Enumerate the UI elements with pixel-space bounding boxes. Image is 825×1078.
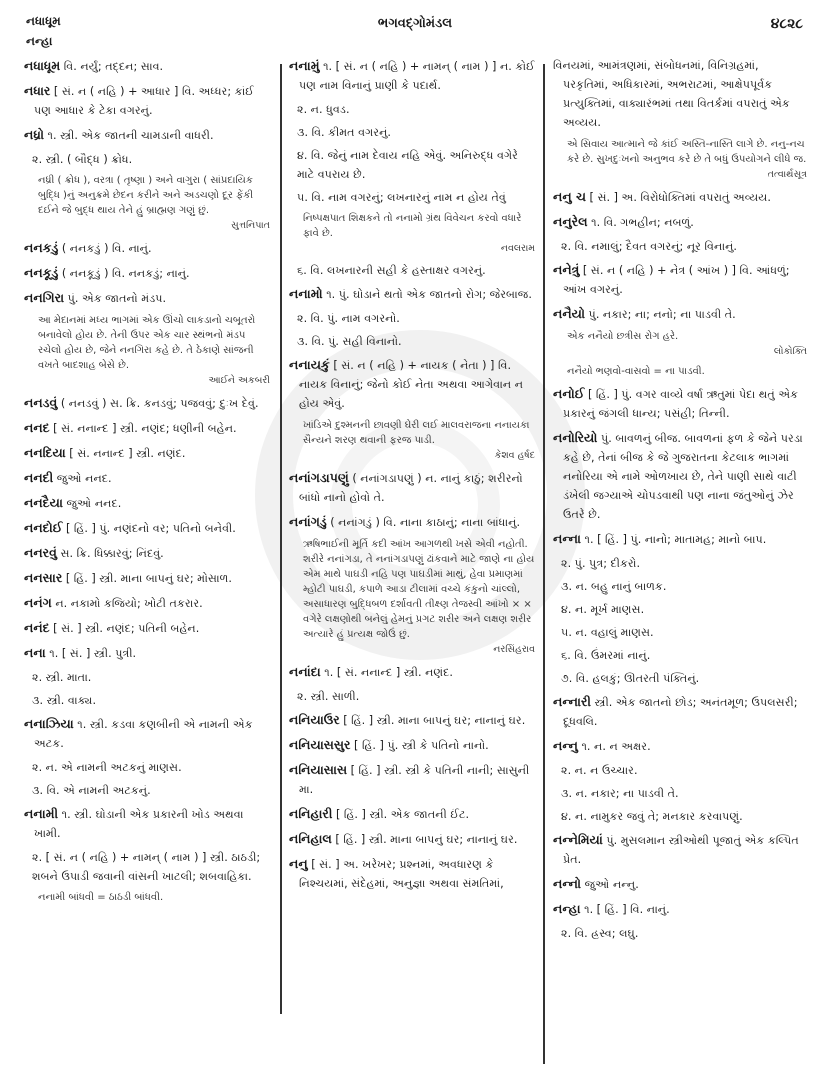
dictionary-entry (24, 493, 270, 513)
dictionary-entry (289, 468, 535, 507)
citation (38, 313, 270, 388)
sense: ૨. પું. પુત્ર; દીકરો. (561, 557, 641, 570)
dictionary-entry (24, 468, 270, 488)
headword: નનદ (24, 420, 50, 435)
dictionary-entry (553, 830, 807, 869)
headword: નનિહાલ (289, 831, 332, 846)
definition: [ હિં. ] સ્ત્રી. માના બાપનું ઘર; નાનાનું ઘર. (339, 714, 526, 727)
dictionary-entry (289, 829, 535, 849)
dictionary-entry (289, 854, 535, 893)
dictionary-entry (553, 874, 807, 894)
dictionary-entry (553, 899, 807, 919)
dictionary-entry (553, 187, 807, 207)
definition: પું. બાવળનું બીજ. બાવળનાં ફળ કે જેને પરડા કહે છે, તેનાં બીજ કે જે ગુજરાતના કેટલાક ભાગમાં નનોરિયા એ નામે ઓળખાય છે, તેને પાણી સાથે વાટી ડંખેલી જગ્યાએ ચોપડવાથી પણ નાના જંતુઓનું ઝેર ઉતરે છે. (563, 432, 803, 521)
headword: નન્નેમિયાં (553, 832, 603, 847)
column-3 (553, 56, 807, 947)
headword: નનંગ (24, 595, 52, 610)
sense: ૨. સ્ત્રી. માતા. (32, 671, 92, 684)
headword: નનિયાસસુર (289, 737, 351, 752)
column-1 (24, 56, 270, 910)
headword: નધાર (24, 83, 51, 98)
definition: ૧. સ્ત્રી. કડવા કણબીની એ નામની એક અટક. (34, 718, 253, 750)
sense: ૬. વિ. લખનારની સહી કે હસ્તાક્ષર વગરનું. (297, 264, 486, 277)
citation-source: તત્વાર્થસૂત્ર (767, 169, 807, 180)
headword: નનકૂડું (24, 265, 59, 280)
headword: નનુ ચ (553, 189, 586, 204)
sense: ૨. ન. એ નામની અટકનું માણસ. (32, 761, 182, 774)
sense: ૩. ન. બહુ નાનું બાળક. (561, 580, 667, 593)
dictionary-entry (553, 529, 807, 549)
sense: ૩. વિ. પું. સહી વિનાનો. (297, 335, 402, 348)
headword: નનામી (24, 806, 59, 821)
headword: નનંદ (24, 620, 50, 635)
dictionary-entry (24, 288, 270, 308)
definition: ૧. વિ. ગભહીન; નબળું. (587, 216, 694, 229)
citation (303, 418, 535, 463)
dictionary-entry (289, 56, 535, 95)
dictionary-entry (553, 304, 807, 324)
dictionary-entry (24, 238, 270, 258)
column-2 (289, 56, 535, 898)
citation (567, 137, 807, 182)
definition: [ સં. ન ( નહિ ) + આધાર ] વિ. અધ્ધર; કાંઈ પણ આધાર કે ટેકા વગરનું. (34, 85, 254, 117)
definition: ( નનડવું ) સ. ક્રિ. કનડવું; પજવવું; દુઃખ દેવું. (57, 397, 259, 410)
citation-text: એક નનૈયો છત્રીસ રોગ હરે. (567, 331, 679, 342)
sense: ૭. વિ. હલકું; ઊતરતી પંક્તિનું. (561, 672, 700, 685)
dictionary-entry (24, 568, 270, 588)
citation-text: એ સિવાય આત્માને જે કાંઈ અસ્તિ-નાસ્તિ લાગે છે. નનુ-નચ કરે છે. સુખદુઃખનો અનુભવ કરે છે તે બધું ઉપયોગને લીધે જ. (567, 139, 807, 165)
guide-word-last: નન્હા (26, 34, 53, 48)
headword: નન્ના (553, 531, 581, 546)
citation (38, 173, 270, 233)
definition: ૧. [ સં. ] સ્ત્રી. પુત્રી. (45, 647, 137, 660)
definition: [ હિં. ] સ્ત્રી. માના બાપનું ઘર; મોસાળ. (62, 572, 232, 585)
definition: [ સં. નનાન્દ ] સ્ત્રી. નણંદ. (65, 447, 186, 460)
headword: નનાઝિયા (24, 716, 74, 731)
sense: ૪. ન. મૂર્ખ માણસ. (561, 603, 645, 616)
headword: નનાંદા (289, 664, 321, 679)
sense: ૨. સ્ત્રી. સાળી. (297, 690, 360, 703)
headword: નન્હા (553, 901, 581, 916)
headword: નન્નારી (553, 694, 591, 709)
definition: ૧. [ સં. ન ( નહિ ) + નામન્ ( નામ ) ] ન. કોઈ પણ નામ વિનાનું પ્રાણી કે પદાર્થ. (299, 60, 535, 92)
dictionary-entry (289, 760, 535, 799)
dictionary-entry (24, 543, 270, 563)
citation (567, 329, 807, 359)
definition: ન. નકામો કજિયો; ખોટી તકરાર. (51, 597, 203, 610)
dictionary-entry (24, 393, 270, 413)
citation-source: લોકોક્તિ (773, 346, 807, 357)
headword: નધાધૂમ (24, 58, 61, 73)
citation-source: નવલરામ (500, 243, 535, 254)
definition: પું. નકાર; ના; નનો; ના પાડવી તે. (585, 308, 736, 321)
headword: નનિહારી (289, 806, 333, 821)
headword: નન્નો (553, 876, 582, 891)
headword: નધ્રો (24, 127, 44, 142)
citation-text: નધ્રી ( ક્રોધ ), વરત્રા ( તૃષ્ણા ) અને વાગુરા ( સાંપ્રદાયિક બુદ્ધિ )નું અનુક્રમે છેદન કરીને અને અડચણો દૂર ફેંકી દઈને જે બુદ્ધ થાય તેને હું બ્રાહ્મણ ગણું છું. (38, 175, 254, 216)
dictionary-entry (24, 714, 270, 753)
dictionary-entry (553, 428, 807, 524)
definition: ( નનાંગડાપણું ) ન. નાનું કાઠું; શરીરનો બાંધો નાનો હોવો તે. (299, 472, 523, 504)
definition: ૧. ન. ન અક્ષર. (577, 740, 651, 753)
headword: નનાંગડાપણું (289, 470, 349, 485)
headword: નનગિરા (24, 290, 65, 305)
headword: નનુરેલ (553, 214, 588, 229)
headword: નનેત્રું (553, 262, 580, 277)
dictionary-entry (24, 593, 270, 613)
sense: ૪. વિ. જેનું નામ દેવાય નહિ એવું. અનિરુદ્ધ વગેરે માટે વપરાય છે. (297, 149, 518, 181)
headword: નનસાર (24, 570, 63, 585)
definition: ( નનકડું ) વિ. નાનું. (58, 242, 152, 255)
dictionary-entry (553, 260, 807, 299)
definition: ૧. સ્ત્રી. ઘોડાની એક પ્રકારની ખોડ અથવા ખામી. (34, 808, 244, 840)
sense: ૩. વિ. એ નામની અટકનું. (32, 784, 151, 797)
sense: ૪. ન. નામુકર જવું તે; મનકાર કરવાપણું. (561, 810, 743, 823)
headword: નનાંગડું (289, 514, 327, 529)
dictionary-entry (24, 56, 270, 76)
definition: ૧. સ્ત્રી. એક જાતની ચામડાની વાધરી. (43, 129, 214, 142)
dictionary-entry (553, 692, 807, 731)
dictionary-entry (24, 125, 270, 145)
sense: ૨. વિ. પું. નામ વગરનો. (297, 312, 400, 325)
dictionary-entry (553, 384, 807, 423)
headword: નનામું (289, 58, 320, 73)
guide-word-first: નધાધૂમ (26, 14, 61, 28)
sense: ૨. વિ. હ્રસ્વ; લઘુ. (561, 927, 639, 940)
headword: નનદિયા (24, 445, 66, 460)
column-divider (280, 64, 282, 1014)
definition: [ સં. ન ( નહિ ) + નાયક ( નેતા ) ] વિ. નાયક વિનાનું; જેનો કોઈ નેતા અથવા આગેવાન ન હોય એવું. (299, 359, 524, 410)
sense: ૩. વિ. કીમત વગરનું. (297, 126, 391, 139)
sense: ૨. ન. ધુવડ. (297, 103, 350, 116)
dictionary-entry (24, 263, 270, 283)
citation-text: આ મેદાનમાં મધ્ય ભાગમાં એક ઊંચો લાકડાનો ચબૂતરો બનાવેલો હોય છે. તેની ઉપર એક ચાર સ્થંભનો મંડપ રચેલો હોય છે, જેને નનગિરા કહે છે. તે ઠેકાણે સાંજની વખતે બાદશાહ બેસે છે. (38, 315, 256, 371)
dictionary-entry (289, 512, 535, 532)
headword: નનકડું (24, 240, 59, 255)
dictionary-entry (553, 736, 807, 756)
citation (303, 537, 535, 657)
headword: નનિયાસાસ (289, 762, 348, 777)
citation-text: ખાંડિએ દુશ્મનની છાવણી ઘેરી લઈ માલવરાજના નનાયકા સૈન્યને શરણ થવાની ફરજ પાડી. (303, 420, 530, 446)
definition: સ. ક્રિ. ધિક્કારવું; નિંદવું. (56, 547, 164, 560)
sense: ૨. ન. ન ઉચ્ચાર. (561, 764, 638, 777)
definition: [ સં. ન ( નહિ ) + નેત્ર ( આંખ ) ] વિ. આંધળું; આંખ વગરનું. (563, 264, 790, 296)
dictionary-entry (289, 735, 535, 755)
dictionary-entry (289, 710, 535, 730)
dictionary-entry (24, 418, 270, 438)
sense: ૩. ન. નકાર; ના પાડવી તે. (561, 787, 679, 800)
dictionary-entry (289, 804, 535, 824)
citation-source: કેશવ હર્ષદ (494, 450, 535, 461)
definition: જુઓ નન્નુ. (581, 878, 639, 891)
definition: [ હિં. ] સ્ત્રી. માના બાપનું ઘર; નાનાનું ઘર. (331, 833, 518, 846)
headword: નનુ (289, 856, 308, 871)
definition: ૧. પું. ઘોડાને થતો એક જાતનો રોગ; જેરબાજ. (322, 288, 532, 301)
dictionary-entry (24, 643, 270, 663)
definition: [ હિં. ] પું. નણંદનો વર; પતિનો બનેવી. (62, 522, 236, 535)
citation-source: નરસિંહરાવ (493, 644, 535, 655)
definition: [ હિં. ] પું. વગર વાવ્યે વર્ષા ઋતુમાં પેદા થતું એક પ્રકારનું જંગલી ધાન્ય; પસંહી; તિન્ની. (563, 388, 799, 420)
definition: [ સં. ] અ. વિરોધોક્તિમાં વપરાતું અવ્યય. (585, 191, 771, 204)
definition: ( નનકૂડું ) વિ. નનકડું; નાનું. (58, 267, 190, 280)
definition: વિ. નર્યું; તદ્દન; સાવ. (60, 60, 164, 73)
definition: પું. મુસલમાન સ્ત્રીઓથી પૂજાતું એક કલ્પિત પ્રેત. (563, 834, 799, 866)
dictionary-entry (289, 355, 535, 413)
headword: નનદોઈ (24, 520, 63, 535)
sense: ૫. ન. વહાલું માણસ. (561, 626, 654, 639)
headword: નનિયાઉર (289, 712, 340, 727)
headword: નનડવું (24, 395, 58, 410)
definition: [ હિં. ] સ્ત્રી. એક જાતની ઈંટ. (332, 808, 470, 821)
headword: નન્નુ (553, 738, 578, 753)
definition: સ્ત્રી. એક જાતનો છોડ; અનંતમૂળ; ઉપલસરી; દૂધવલિ. (563, 696, 798, 728)
dictionary-entry (24, 443, 270, 463)
column-divider (543, 64, 545, 1064)
running-title: ભગવદ્ગોમંડલ (377, 16, 453, 31)
dictionary-entry (24, 618, 270, 638)
citation (303, 211, 535, 256)
sense: ૨. સ્ત્રી. ( બૌદ્ધ ) ક્રોધ. (32, 153, 133, 166)
dictionary-entry (24, 81, 270, 120)
headword: નનામો (289, 286, 323, 301)
definition: ૧. [ હિં. ] વિ. નાનું. (580, 903, 670, 916)
sense: ૨. વિ. નમાલું; દૈવત વગરનું; નૂર વિનાનું. (561, 240, 737, 253)
headword: નનોરિયો (553, 430, 598, 445)
definition: [ સં. ] અ. ખરેખર; પ્રશ્નમાં, અવધારણ કે નિશ્ચયમાં, સંદેહમાં, અનુજ્ઞા અથવા સંમતિમાં, (299, 858, 504, 890)
citation-text: નનૈયો ભણવો-વાસવો = ના પાડવી. (567, 366, 705, 377)
definition: [ સં. ] સ્ત્રી. નણંદ; પતિની બહેન. (49, 622, 200, 635)
definition: ( નનાંગડું ) વિ. નાના કાઠાનું; નાના બાંધાનું. (326, 516, 521, 529)
headword: નનાયકું (289, 357, 330, 372)
headword: નનરવું (24, 545, 57, 560)
definition-continued: વિનયમાં, આમંત્રણમાં, સંબોધનમાં, વિનિગ્રહમાં, પરકૃતિમાં, અધિકારમાં, અભરાટમાં, આક્ષેપપૂર્વક પ્રત્યુક્તિમાં, વાક્યારંભમાં તથા વિતર્કમાં વપરાતું એક અવ્યય. (553, 59, 790, 129)
definition: [ હિં. ] પું. સ્ત્રી કે પતિનો નાનો. (350, 739, 489, 752)
citation (567, 364, 807, 379)
citation-text: ઋષિભાઈની મૂર્તિ કદી આંખ આગળથી ખસે એવી નહોતી. શરીરે નનાંગડા, તે નનાંગડાપણું ઢાંકવાને માટે જાણે ના હોય એમ માથે પાઘડી નહિ પણ પાઘડીમાં માથું, હેવા પ્રમાણમાં મ્હોટી પાઘડી, કપાળે આડા ટીલામાં વચ્ચે કંકુનો ચાંલ્લો, અસાધારણ બુદ્ધિબળ દર્શાવતી તીક્ષ્ણ તેજસ્વી આંખો × × વગેરે લક્ષણોથી બનેલું હેમનું પ્રગટ શરીર અને લક્ષણ શરીર અત્યારે હું પ્રત્યક્ષ જોઉં છું. (303, 539, 535, 640)
definition: [ સં. નનાન્દ ] સ્ત્રી. નણંદ; ધણીની બહેન. (49, 422, 237, 435)
definition: જુઓ નનદ. (62, 497, 122, 510)
dictionary-entry (289, 662, 535, 682)
definition: પું. એક જાતનો મંડપ. (64, 292, 167, 305)
headword: નનોઈ (553, 386, 585, 401)
citation (38, 890, 270, 905)
definition: ૧. [ સં. નનાન્દ ] સ્ત્રી. નણંદ. (320, 666, 453, 679)
sense: ૩. સ્ત્રી. વાક્ય. (32, 694, 97, 707)
headword: નનદી (24, 470, 54, 485)
headword: નનદૈયા (24, 495, 63, 510)
citation-text: નનામી બાંધવી = ઠાઠડી બાંધવી. (38, 892, 164, 903)
headword: નના (24, 645, 46, 660)
dictionary-entry (24, 518, 270, 538)
citation-text: નિષ્પક્ષપાત શિક્ષકને તો નનામો ગ્રંથ વિવેચન કરવો વધારે ફાવે છે. (303, 213, 522, 239)
definition: ૧. [ હિં. ] પું. નાનો; માતામહ; માનો બાપ. (580, 533, 767, 546)
sense: ૫. વિ. નામ વગરનું; લખનારનું નામ ન હોય તેવું (297, 191, 506, 204)
dictionary-entry (289, 284, 535, 304)
page-number: ૪૮૨૮ (770, 16, 803, 32)
definition: જુઓ નનદ. (53, 472, 112, 485)
sense: ૬. વિ. ઉંમરમાં નાનું. (561, 649, 651, 662)
citation-source: સુત્તનિપાત (231, 220, 270, 231)
dictionary-entry (24, 804, 270, 843)
definition: [ હિં. ] સ્ત્રી. સ્ત્રી કે પતિની નાની; સાસુની મા. (299, 764, 530, 796)
page-header (0, 0, 825, 50)
citation-source: આઈને અકબરી (208, 375, 270, 386)
sense: ૨. [ સં. ન ( નહિ ) + નામન્ ( નામ ) ] સ્ત્રી. ઠાઠડી; શબને ઉપાડી જવાની વાંસની ખાટલી; શબવાહિકા. (32, 851, 261, 883)
headword: નનૈયો (553, 306, 585, 321)
dictionary-entry (553, 212, 807, 232)
